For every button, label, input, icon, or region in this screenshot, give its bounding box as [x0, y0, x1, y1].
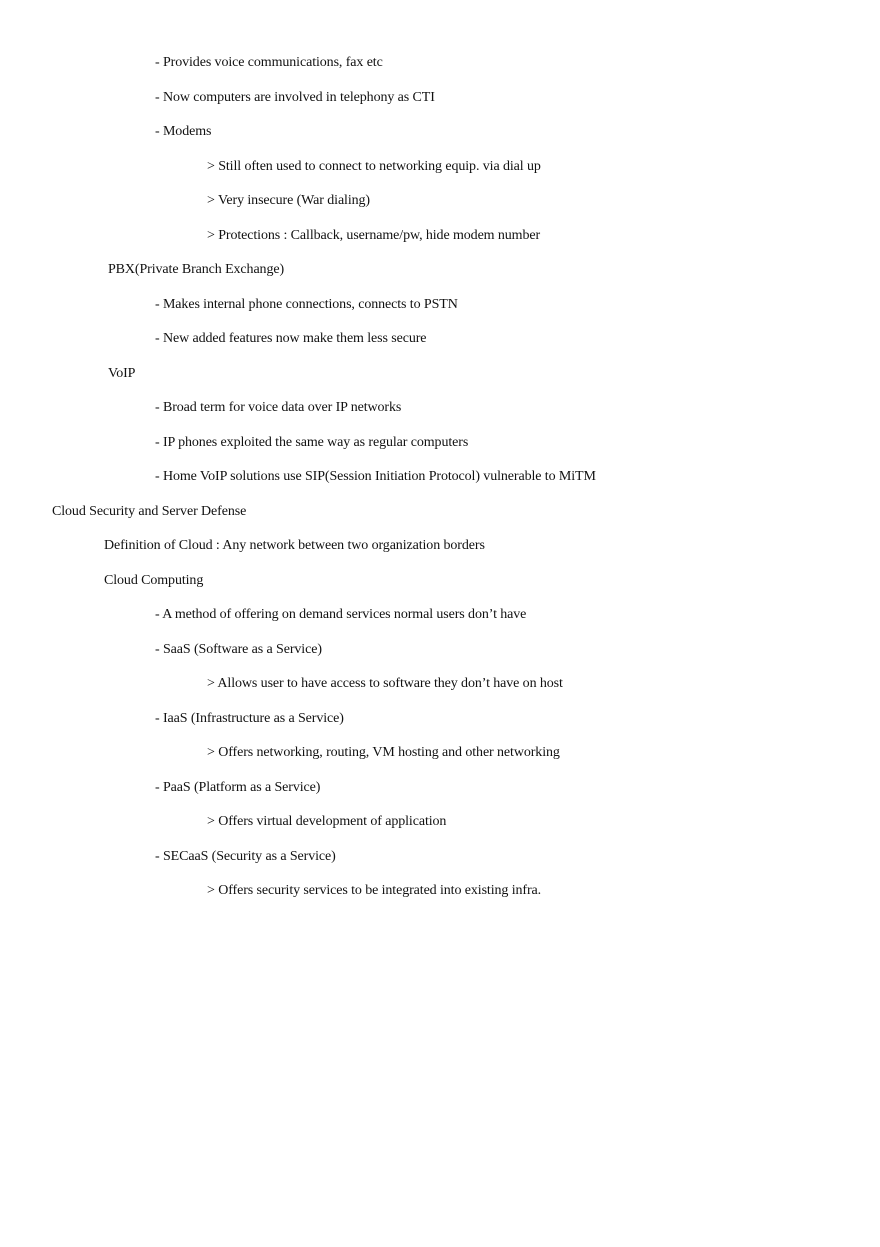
bullet-modems: - Modems: [155, 124, 212, 139]
heading-voip: VoIP: [108, 366, 136, 381]
section-heading-cloud-security: Cloud Security and Server Defense: [52, 504, 247, 519]
heading-cloud-computing: Cloud Computing: [104, 573, 204, 588]
bullet-on-demand-services: - A method of offering on demand services normal users don’t have: [155, 607, 527, 622]
bullet-pbx-features: - New added features now make them less secure: [155, 331, 427, 346]
bullet-paas: - PaaS (Platform as a Service): [155, 780, 321, 795]
bullet-home-voip: - Home VoIP solutions use SIP(Session Initiation Protocol) vulnerable to MiTM: [155, 469, 596, 484]
sub-bullet-dial-up: > Still often used to connect to networking equip. via dial up: [207, 159, 541, 174]
sub-bullet-secaas-detail: > Offers security services to be integrated into existing infra.: [207, 883, 542, 898]
sub-bullet-iaas-detail: > Offers networking, routing, VM hosting and other networking: [207, 745, 560, 760]
bullet-pbx-connections: - Makes internal phone connections, connects to PSTN: [155, 297, 458, 312]
bullet-ip-phones: - IP phones exploited the same way as regular computers: [155, 435, 469, 450]
bullet-voice-communications: - Provides voice communications, fax etc: [155, 55, 383, 70]
bullet-voip-broad-term: - Broad term for voice data over IP networks: [155, 400, 402, 415]
bullet-iaas: - IaaS (Infrastructure as a Service): [155, 711, 344, 726]
sub-bullet-protections: > Protections : Callback, username/pw, hide modem number: [207, 228, 541, 243]
sub-bullet-war-dialing: > Very insecure (War dialing): [207, 193, 370, 208]
bullet-cti: - Now computers are involved in telephony as CTI: [155, 90, 435, 105]
bullet-secaas: - SECaaS (Security as a Service): [155, 849, 336, 864]
heading-pbx: PBX(Private Branch Exchange): [108, 262, 285, 277]
bullet-saas: - SaaS (Software as a Service): [155, 642, 322, 657]
sub-bullet-paas-detail: > Offers virtual development of application: [207, 814, 447, 829]
sub-bullet-saas-detail: > Allows user to have access to software they don’t have on host: [207, 676, 563, 691]
definition-of-cloud: Definition of Cloud : Any network between two organization borders: [104, 538, 485, 553]
